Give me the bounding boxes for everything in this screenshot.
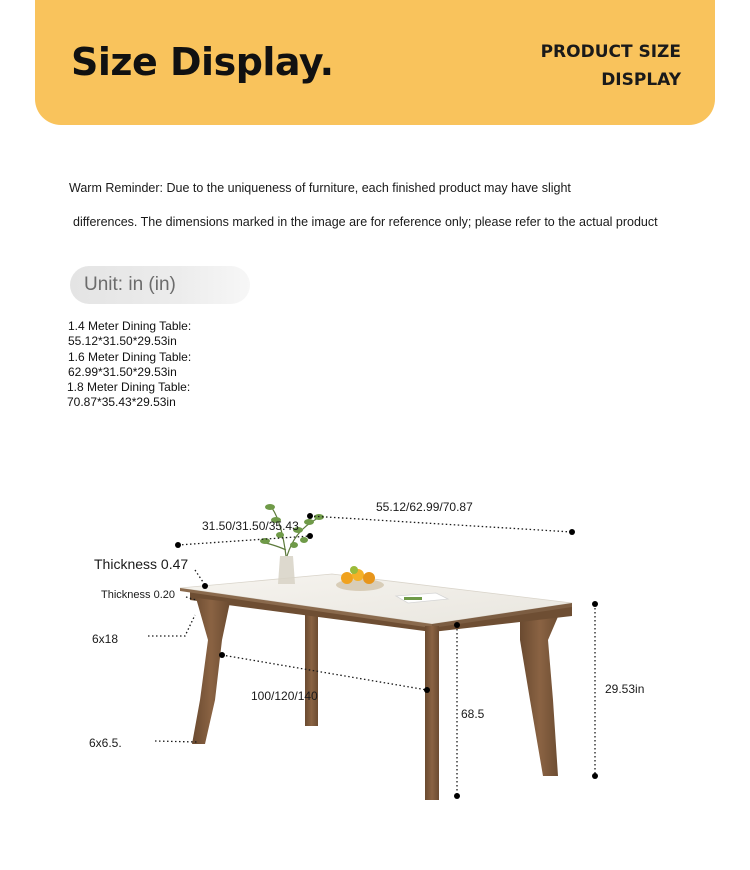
fruit-4 [350, 566, 358, 574]
thickness-top-line [195, 570, 205, 585]
reminder-line1: Warm Reminder: Due to the uniqueness of furniture, each finished product may have slight [69, 181, 571, 195]
unit-label: Unit: in (in) [84, 274, 176, 295]
leg-bottom-label: 6x6.5. [89, 736, 122, 750]
length-line [310, 516, 572, 532]
page-title: Size Display. [71, 40, 334, 84]
top-thickness-label: Thickness 0.47 [94, 556, 189, 572]
vase [278, 556, 295, 584]
width-label: 31.50/31.50/35.43 [202, 519, 299, 533]
frame-thickness-label: Thickness 0.20 [101, 589, 175, 601]
front-right-leg [425, 626, 439, 800]
banner-subtitle-line1: PRODUCT SIZE [540, 42, 681, 62]
spec-name-3: 1.8 Meter Dining Table: [67, 380, 191, 394]
apron-label: 6x18 [92, 632, 119, 646]
banner-subtitle-line2: DISPLAY [601, 70, 681, 90]
inner-height-label: 68.5 [461, 707, 485, 721]
spec-name-2: 1.6 Meter Dining Table: [68, 350, 192, 364]
width-line [178, 536, 310, 545]
fruit-3 [363, 572, 375, 584]
spec-name-1: 1.4 Meter Dining Table: [68, 319, 192, 333]
back-left-leg [305, 608, 318, 726]
leg-bottom-line [155, 741, 197, 742]
spec-size-2: 62.99*31.50*29.53in [68, 365, 177, 379]
leg-span-label: 100/120/140 [251, 689, 318, 703]
back-right-leg [520, 612, 560, 776]
spec-size-3: 70.87*35.43*29.53in [67, 395, 176, 409]
apron-line [148, 615, 195, 636]
leg-span-line [222, 655, 427, 690]
height-label: 29.53in [605, 682, 645, 696]
length-label: 55.12/62.99/70.87 [376, 500, 473, 514]
fruit-1 [341, 572, 353, 584]
front-left-leg [192, 598, 230, 744]
reminder-line2: differences. The dimensions marked in the image are for reference only; please refer to the actual product [73, 215, 658, 229]
plate-garnish [404, 597, 422, 600]
spec-size-1: 55.12*31.50*29.53in [68, 334, 177, 348]
